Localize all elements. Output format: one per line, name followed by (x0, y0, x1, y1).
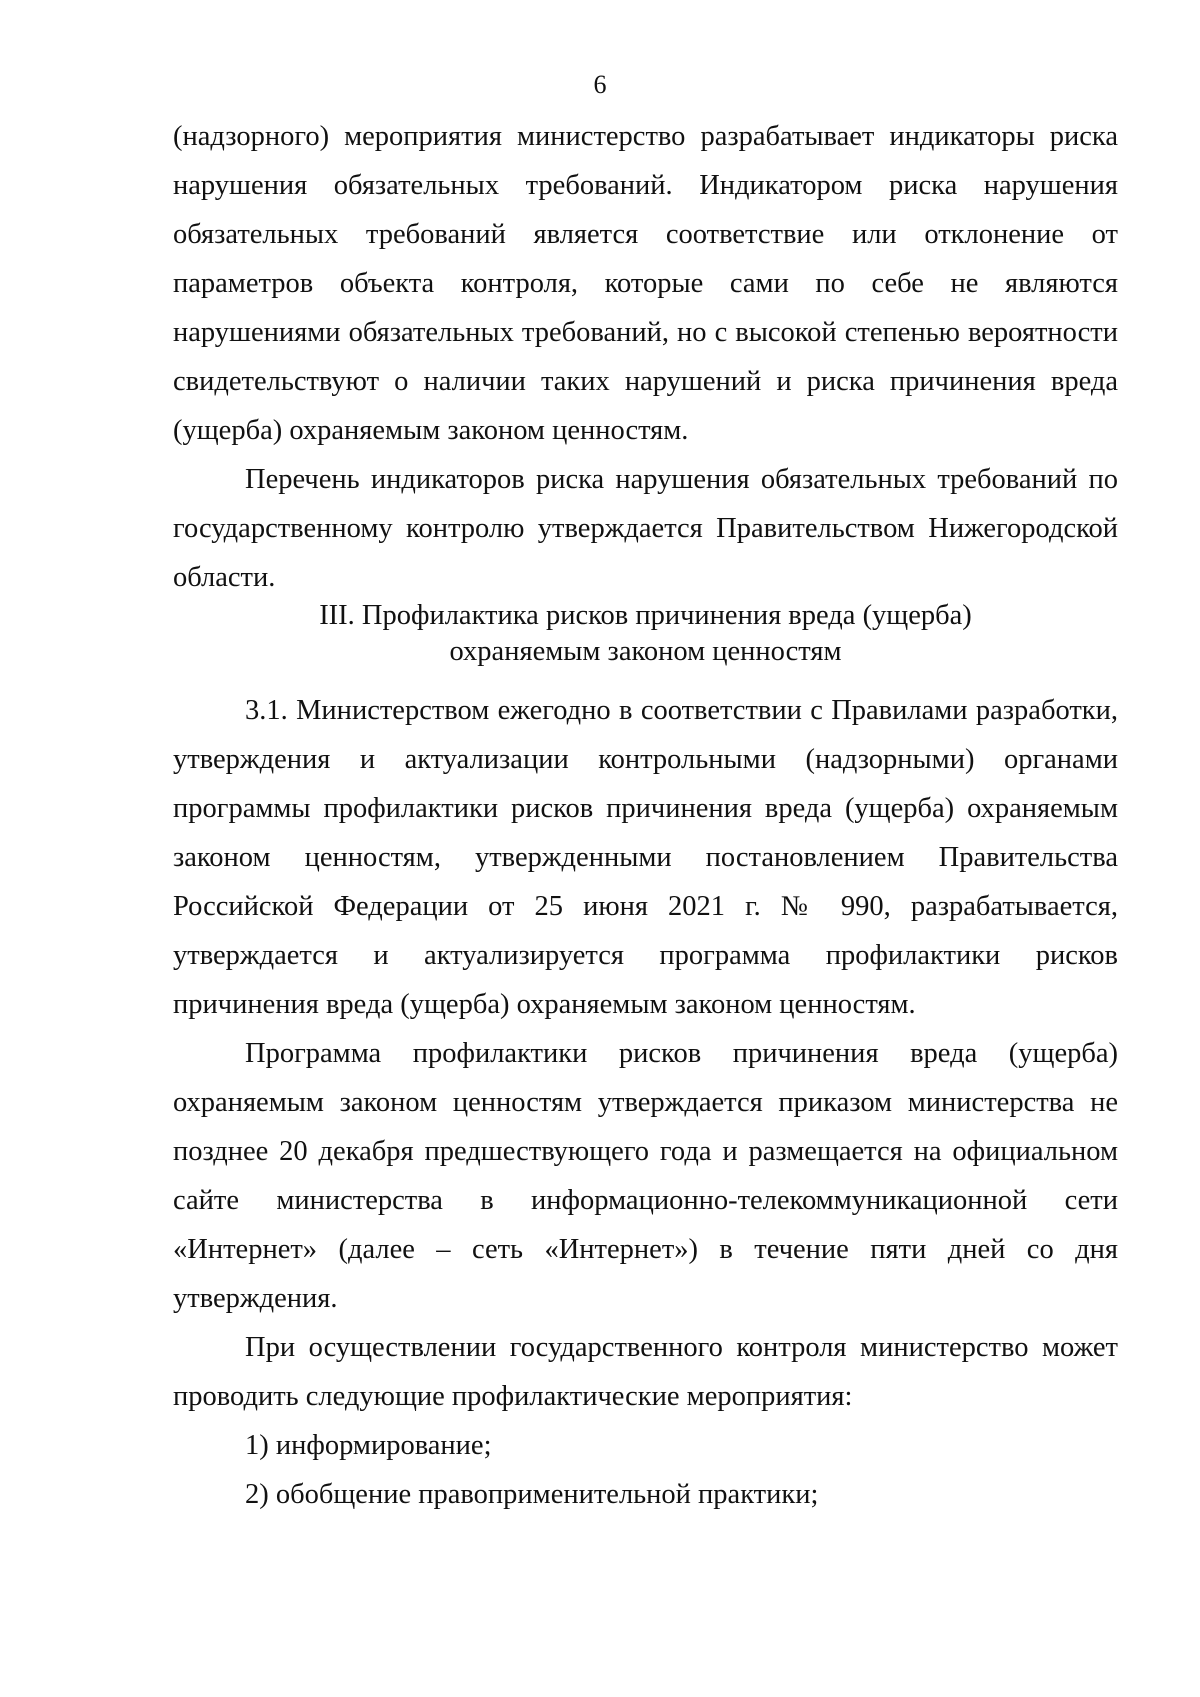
paragraph-indicators-list: Перечень индикаторов риска нарушения обязательных требований по государственному контролю утверждается Правительством Нижегородской области. (173, 464, 1118, 593)
paragraph-risk-indicators: (надзорного) мероприятия министерство разрабатывает индикаторы риска нарушения обязательных требований. Индикатором риска нарушения обязательных требований является соответствие или отклонение от параметров объекта контроля, которые сами по себе не являются нарушениями обязательных требований, но с высокой степенью вероятности свидетельствуют о наличии таких нарушений и риска причинения вреда (ущерба) охраняемым законом ценностям. (173, 121, 1118, 446)
section-prevention (173, 686, 1118, 1519)
section-heading-line-2: охраняемым законом ценностям (449, 636, 842, 667)
section-heading-line-1: III. Профилактика рисков причинения вреда (ущерба) (319, 600, 972, 631)
paragraph-program: Программа профилактики рисков причинения вреда (ущерба) охраняемым законом ценностям утверждается приказом министерства не позднее 20 декабря предшествующего года и размещается на официальном сайте министерства в информационно-телекоммуникационной сети «Интернет» (далее – сеть «Интернет») в течение пяти дней со дня утверждения. (173, 1038, 1118, 1314)
paragraph-measures-intro: При осуществлении государственного контроля министерство может проводить следующие профилактические мероприятия: (173, 1332, 1118, 1412)
list-item-2: 2) обобщение правоприменительной практики; (245, 1479, 819, 1510)
section-risk-indicators (173, 112, 1118, 602)
section-heading (173, 598, 1118, 670)
paragraph-3-1: 3.1. Министерством ежегодно в соответствии с Правилами разработки, утверждения и актуализации контрольными (надзорными) органами программы профилактики рисков причинения вреда (ущерба) охраняемым законом ценностям, утвержденными постановлением Правительства Российской Федерации от 25 июня 2021 г. № 990, разрабатывается, утверждается и актуализируется программа профилактики рисков причинения вреда (ущерба) охраняемым законом ценностям. (173, 695, 1118, 1020)
page-number: 6 (593, 70, 607, 99)
list-item-1: 1) информирование; (245, 1430, 492, 1461)
